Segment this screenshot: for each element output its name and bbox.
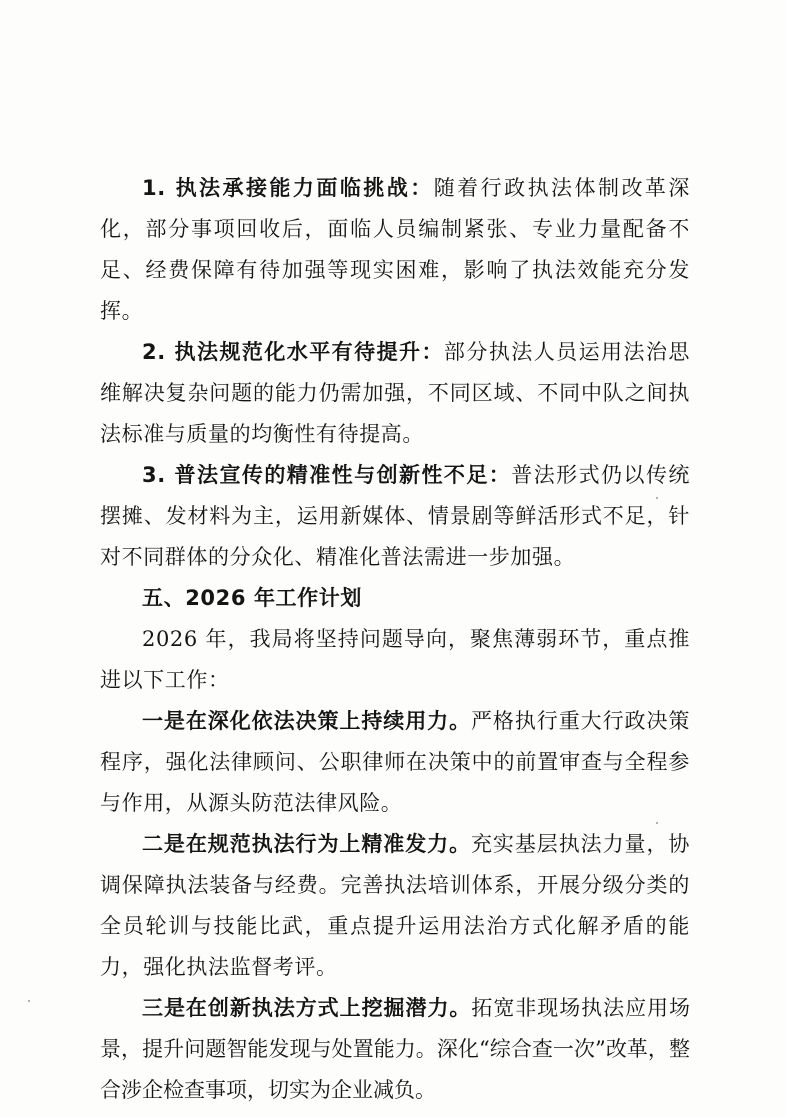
plan-2-body: 充实基层执法力量，协调保障执法装备与经费。完善执法培训体系，开展分级分类的全员轮训与技能比武，重点提升运用法治方式化解矛盾的能力，强化执法监督考评。 [100,832,690,979]
challenge-3-lead: 3. 普法宣传的精准性与创新性不足： [142,463,512,487]
challenge-2-lead: 2. 执法规范化水平有待提升： [142,340,444,364]
challenge-2-body: 部分执法人员运用法治思维解决复杂问题的能力仍需加强，不同区域、不同中队之间执法标准与质量的均衡性有待提高。 [100,340,690,446]
challenge-1-body: 随着行政执法体制改革深化，部分事项回收后，面临人员编制紧张、专业力量配备不足、经费保障有待加强等现实困难，影响了执法效能充分发挥。 [100,176,690,323]
scan-speck [28,1000,30,1002]
plan-paragraph-2 [100,824,690,988]
scan-speck [656,497,658,499]
plan-paragraph-1 [100,701,690,824]
plan-intro: 2026 年，我局将坚持问题导向，聚焦薄弱环节，重点推进以下工作： [100,627,690,692]
plan-3-lead: 三是在创新执法方式上挖掘潜力。 [142,996,472,1020]
challenge-1-lead: 1. 执法承接能力面临挑战： [142,176,434,200]
plan-1-body: 严格执行重大行政决策程序，强化法律顾问、公职律师在决策中的前置审查与全程参与作用，从源头防范法律风险。 [100,709,690,815]
plan-1-lead: 一是在深化依法决策上持续用力。 [142,709,471,733]
plan-paragraph-3 [100,988,690,1111]
challenge-paragraph-3 [100,455,690,578]
plan-2-lead: 二是在规范执法行为上精准发力。 [142,832,471,856]
scan-speck [656,822,658,824]
challenge-paragraph-1 [100,168,690,332]
challenge-3-body: 普法形式仍以传统摆摊、发材料为主，运用新媒体、情景剧等鲜活形式不足，针对不同群体的分众化、精准化普法需进一步加强。 [100,463,690,569]
challenge-paragraph-2 [100,332,690,455]
plan-3-body: 拓宽非现场执法应用场景，提升问题智能发现与处置能力。深化“综合查一次”改革，整合涉企检查事项，切实为企业减负。 [100,996,690,1102]
document-body [100,168,690,1111]
section-heading: 五、2026 年工作计划 [142,586,362,610]
